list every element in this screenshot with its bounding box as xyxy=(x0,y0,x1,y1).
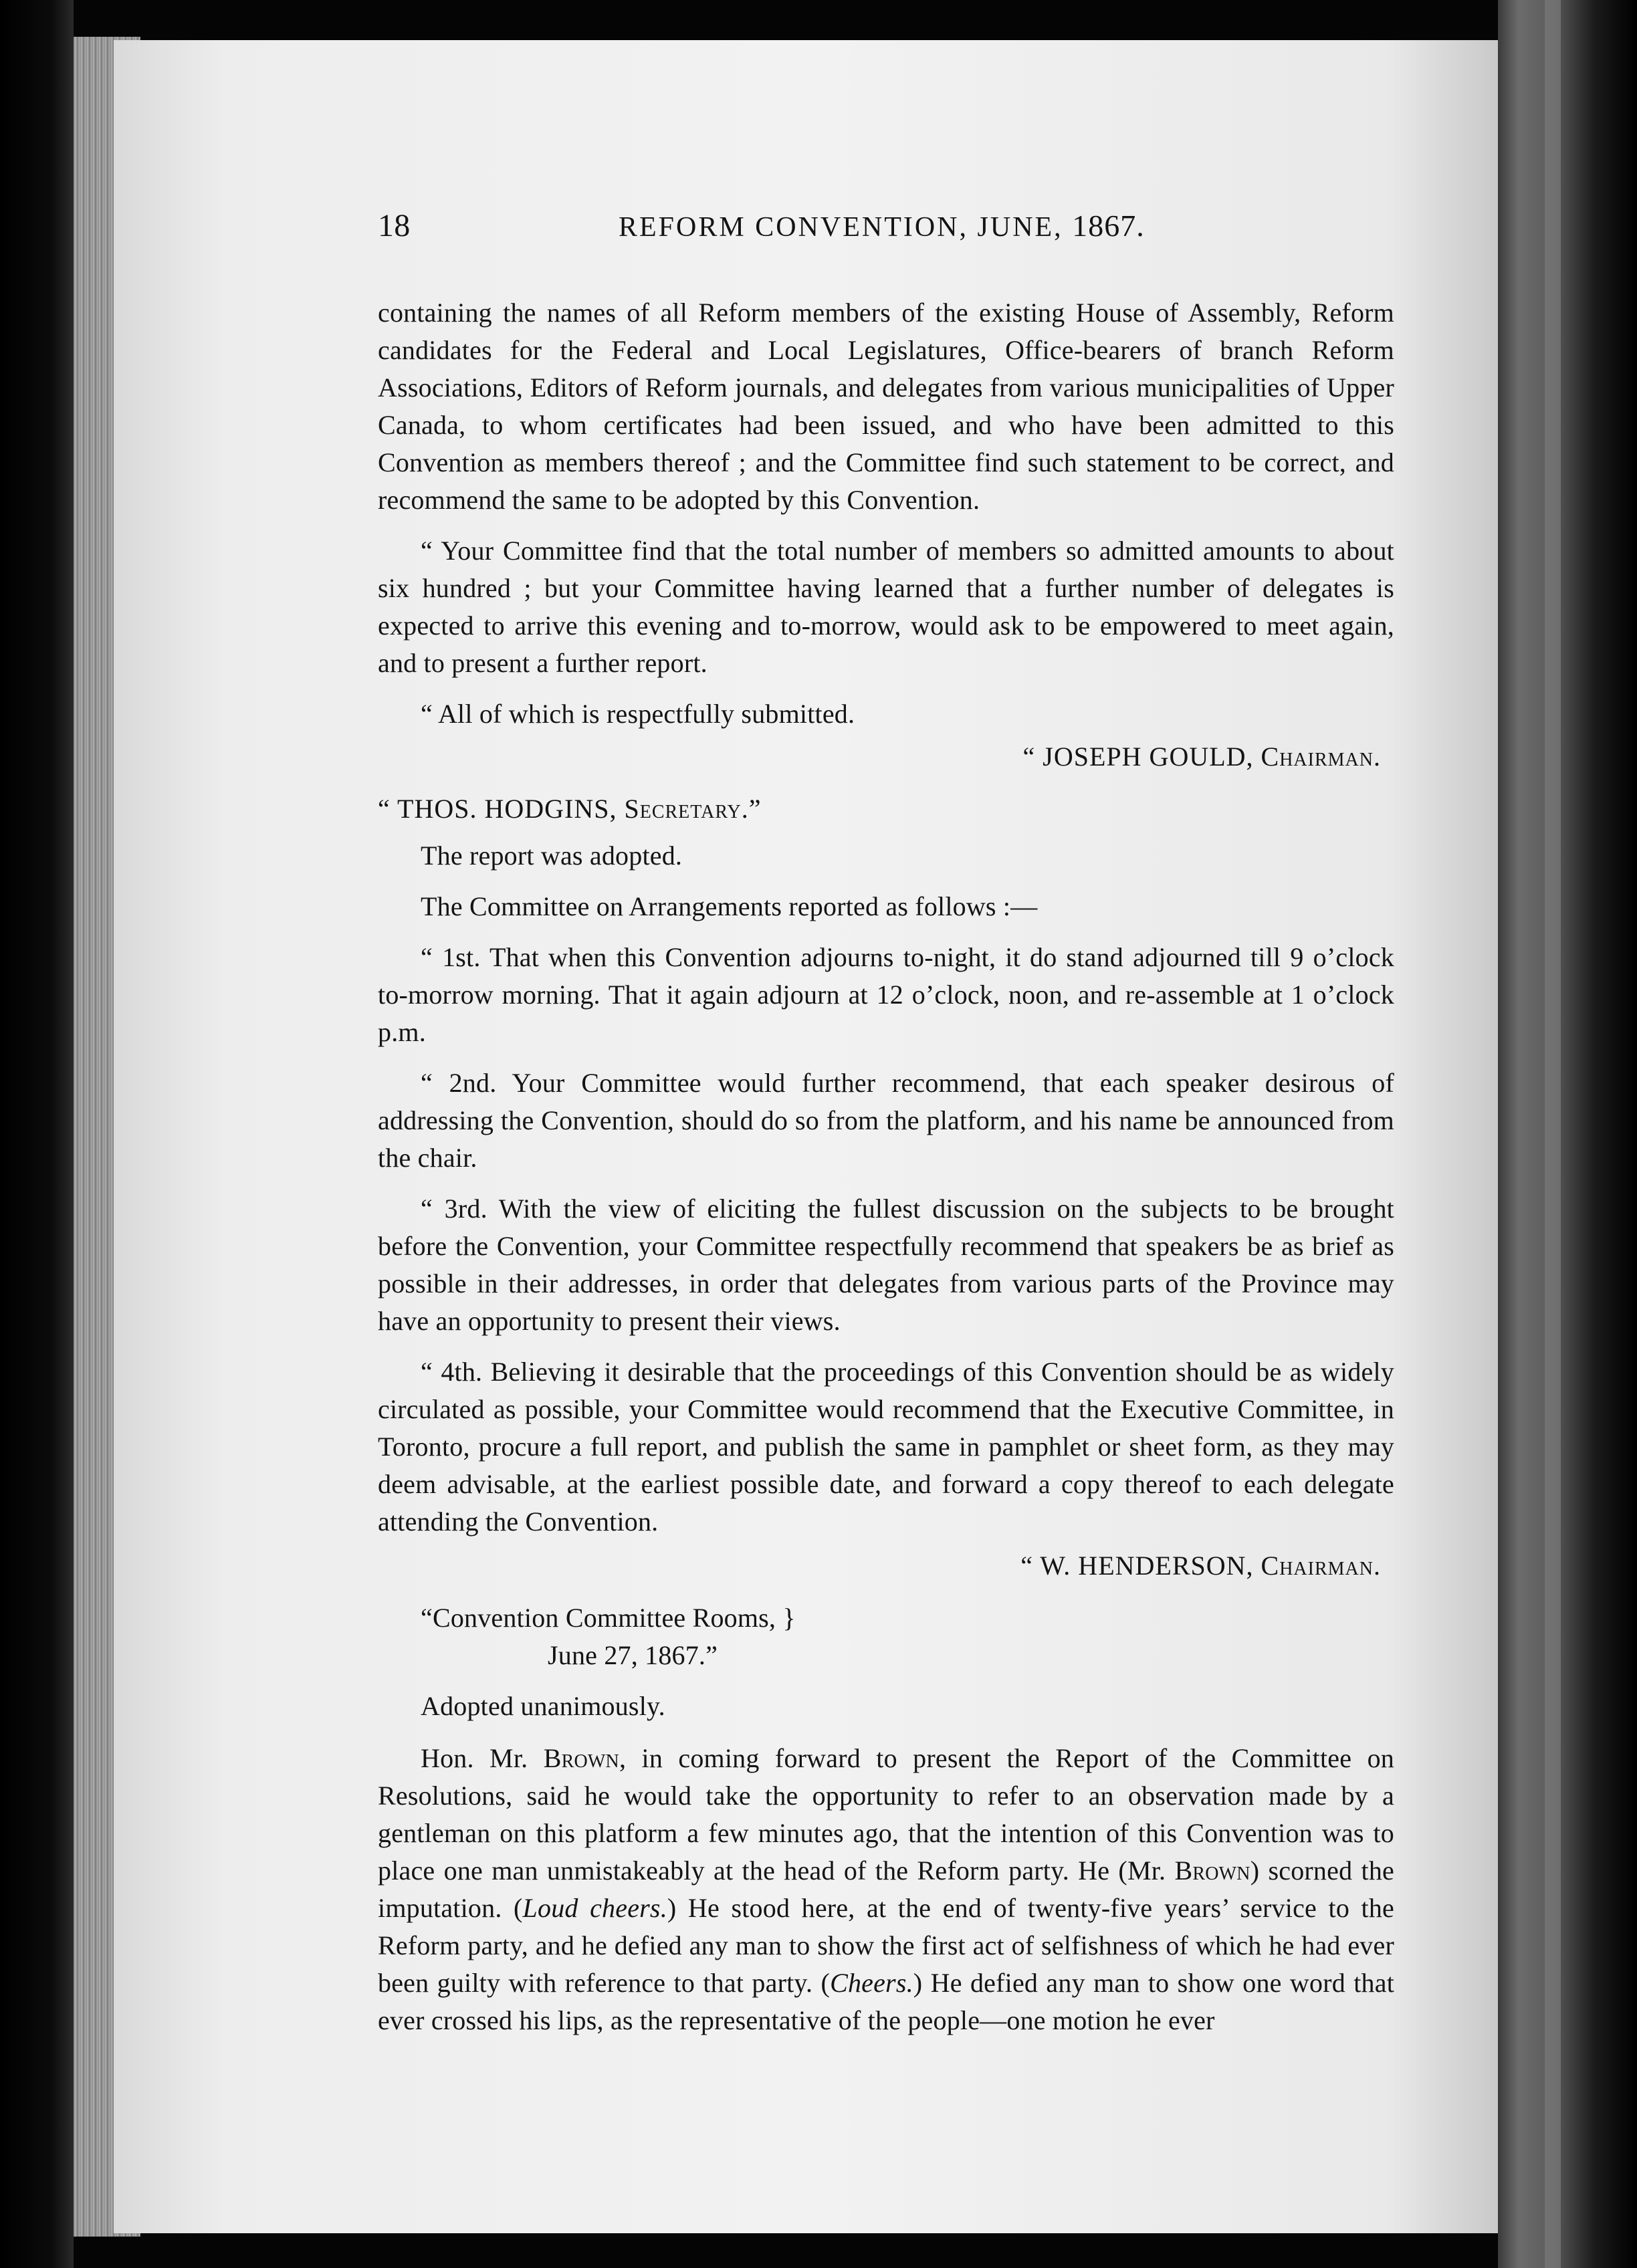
signature-hodgins-name: “ THOS. HODGINS, xyxy=(378,794,625,824)
running-head-year: 1867. xyxy=(1072,209,1145,243)
signature-henderson xyxy=(378,1547,1394,1585)
speech-text-e: ) He defied any man to show one word that ever crossed his lips, as the representative of the people—one motion he ever xyxy=(378,1968,1395,2035)
speaker-name-2: Brown xyxy=(1174,1855,1250,1886)
paragraph-submitted: “ All of which is respectfully submitted. xyxy=(421,699,855,729)
scan-left-border xyxy=(0,0,74,2268)
gutter-highlight xyxy=(1545,0,1561,2268)
signature-gould-name: “ JOSEPH GOULD, xyxy=(1022,742,1261,772)
paragraph-first: “ 1st. That when this Convention adjourns to-night, it do stand adjourned till 9 o’clock to-morrow morning. That it again adjourn at 12 o’clock, noon, and re-assemble at 1 o’clock p.m. xyxy=(378,942,1394,1047)
stage-note-loud-cheers: Loud cheers. xyxy=(522,1893,667,1923)
speech-text-d: ) He stood here, at the end of twenty-five years’ service to the Reform party, and he defied any man to show the first act of selfishness of which he had ever been guilty with reference to that party. ( xyxy=(378,1893,1394,1998)
dateline-place: “Convention Committee Rooms, } xyxy=(421,1603,796,1633)
running-head-text: REFORM CONVENTION, JUNE, xyxy=(619,212,1073,243)
signature-gould xyxy=(378,738,1394,776)
paragraph-members-admitted: “ Your Committee find that the total number of members so admitted amounts to about six hundred ; but your Committee having learned that a further number of delegates is expected to arrive this evening and to-morrow, would ask to be empowered to meet again, and to present a further report. xyxy=(378,536,1394,678)
paragraph-fourth: “ 4th. Believing it desirable that the proceedings of this Convention should be as widely circulated as possible, your Committee would recommend that the Executive Committee, in Toronto, procure a full report, and publish the same in pamphlet or sheet form, as they may deem advisable, at the earliest possible date, and forward a copy thereof to each delegate attending the Convention. xyxy=(378,1357,1394,1537)
signature-henderson-title: Chairman. xyxy=(1261,1551,1381,1581)
book-gutter xyxy=(1498,0,1637,2268)
page-header xyxy=(378,207,1394,267)
signature-hodgins xyxy=(378,790,1394,828)
paragraph-arrangements: The Committee on Arrangements reported as follows :— xyxy=(421,891,1038,921)
paragraph-third: “ 3rd. With the view of eliciting the fullest discussion on the subjects to be brought before the Convention, your Committee respectfully recommend that speakers be as brief as possible in their addresses, in order that delegates from various parts of the Province may have an opportunity to present their views. xyxy=(378,1194,1394,1336)
stage-note-cheers: Cheers. xyxy=(830,1968,913,1998)
page-number: 18 xyxy=(378,208,411,243)
paragraph-committee-statement: containing the names of all Reform members of the existing House of Assembly, Reform candidates for the Federal and Local Legislatures, Office-bearers of branch Reform Associations, Editors of Reform journals, and delegates from various municipalities of Upper Canada, to whom certificates had been issued, and who have been admitted to this Convention as members thereof ; and the Committee find such statement to be correct, and recommend the same to be adopted by this Convention. xyxy=(378,298,1394,515)
paragraph-brown-speech xyxy=(378,1740,1394,2039)
dateline-date: June 27, 1867.” xyxy=(548,1640,718,1670)
paragraph-report-adopted: The report was adopted. xyxy=(421,840,683,871)
signature-henderson-name: “ W. HENDERSON, xyxy=(1020,1551,1261,1581)
page-text xyxy=(378,207,1394,2053)
speech-text-a: Hon. Mr. xyxy=(421,1743,544,1773)
running-head xyxy=(619,207,1145,246)
signature-gould-title: Chairman. xyxy=(1261,742,1381,772)
speaker-name: Brown xyxy=(543,1743,619,1773)
dateline xyxy=(378,1599,1394,1674)
speech-text-b: , in coming forward to present the Report of the Committee on Resolutions, said he would take the opportunity to refer to an observation made by a gentleman on this platform a few minutes ago, that the intention of this Convention was to place one man unmistakeably at the head of the Reform party. He (Mr. xyxy=(378,1743,1394,1886)
speech-text-c: ) scorned the imputation. ( xyxy=(378,1855,1394,1923)
paragraph-adopted-unanimously: Adopted unanimously. xyxy=(421,1691,665,1721)
paragraph-second: “ 2nd. Your Committee would further recommend, that each speaker desirous of addressing the Convention, should do so from the platform, and his name be announced from the chair. xyxy=(378,1068,1394,1173)
signature-hodgins-title: Secretary.” xyxy=(624,794,762,824)
